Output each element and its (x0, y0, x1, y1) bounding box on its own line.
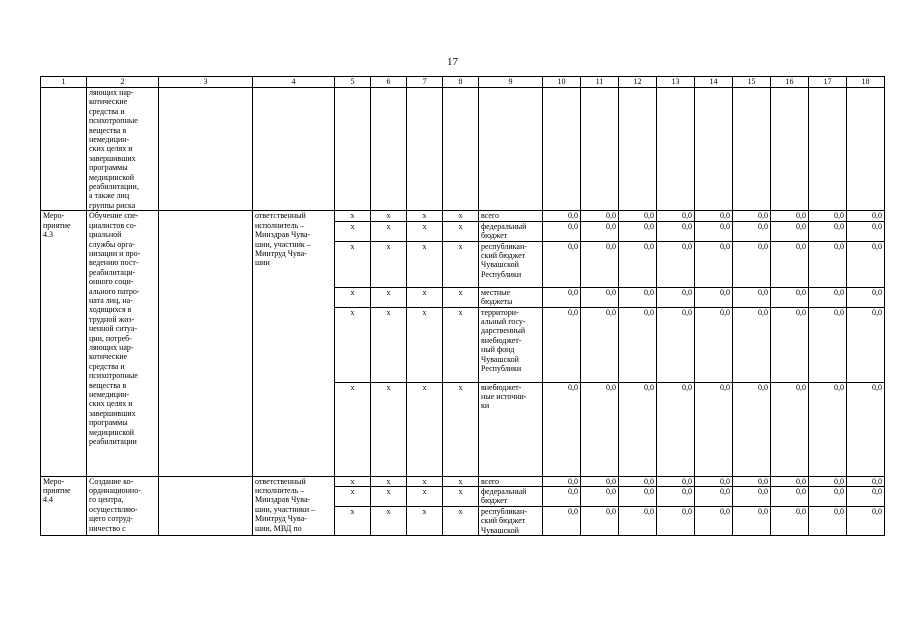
amount-cell: 0,0 (733, 486, 771, 506)
code-cell: x (407, 307, 443, 382)
column-number: 2 (87, 77, 159, 88)
amount-cell: 0,0 (581, 221, 619, 241)
amount-cell: 0,0 (619, 241, 657, 287)
column-number: 1 (41, 77, 87, 88)
amount-cell: 0,0 (771, 382, 809, 476)
code-cell: x (371, 382, 407, 476)
code-cell: x (443, 287, 479, 307)
amount-cell: 0,0 (695, 287, 733, 307)
code-cell: x (407, 476, 443, 486)
amount-cell: 0,0 (657, 287, 695, 307)
code-cell: x (407, 211, 443, 221)
column-number: 17 (809, 77, 847, 88)
funding-source: всего (479, 476, 543, 486)
code-cell: x (335, 476, 371, 486)
code-cell: x (335, 221, 371, 241)
amount-cell: 0,0 (657, 307, 695, 382)
code-cell: x (371, 287, 407, 307)
amount-cell: 0,0 (733, 287, 771, 307)
amount-cell: 0,0 (581, 476, 619, 486)
amount-cell: 0,0 (581, 241, 619, 287)
amount-cell: 0,0 (543, 287, 581, 307)
amount-cell: 0,0 (581, 307, 619, 382)
code-cell: x (335, 211, 371, 221)
amount-cell: 0,0 (581, 486, 619, 506)
empty-cell (159, 211, 253, 476)
measure-name: Создание ко- ординационно- го центра, осуществляю- щего сотруд- ничество с (87, 476, 159, 535)
code-cell: x (335, 241, 371, 287)
amount-cell: 0,0 (847, 506, 885, 535)
amount-cell: 0,0 (657, 506, 695, 535)
amount-cell: 0,0 (657, 241, 695, 287)
funding-source: всего (479, 211, 543, 221)
amount-cell: 0,0 (543, 382, 581, 476)
code-cell: x (407, 382, 443, 476)
amount-cell: 0,0 (733, 307, 771, 382)
column-number: 3 (159, 77, 253, 88)
amount-cell: 0,0 (695, 221, 733, 241)
amount-cell: 0,0 (771, 221, 809, 241)
amount-cell: 0,0 (771, 241, 809, 287)
amount-cell: 0,0 (809, 476, 847, 486)
funding-source: местные бюджеты (479, 287, 543, 307)
amount-cell: 0,0 (695, 307, 733, 382)
amount-cell: 0,0 (809, 506, 847, 535)
funding-source: федеральный бюджет (479, 221, 543, 241)
amount-cell: 0,0 (733, 476, 771, 486)
funding-source: республикан- ский бюджет Чувашской (479, 506, 543, 535)
amount-cell: 0,0 (695, 486, 733, 506)
amount-cell: 0,0 (771, 506, 809, 535)
measure-code: Меро- приятие 4.3 (41, 211, 87, 476)
amount-cell: 0,0 (695, 211, 733, 221)
amount-cell: 0,0 (619, 486, 657, 506)
code-cell: x (371, 221, 407, 241)
amount-cell: 0,0 (847, 221, 885, 241)
amount-cell: 0,0 (809, 382, 847, 476)
code-cell: x (443, 307, 479, 382)
amount-cell: 0,0 (657, 221, 695, 241)
amount-cell: 0,0 (543, 307, 581, 382)
amount-cell: 0,0 (733, 221, 771, 241)
amount-cell: 0,0 (619, 476, 657, 486)
funding-row (41, 476, 885, 486)
column-number: 18 (847, 77, 885, 88)
column-number: 10 (543, 77, 581, 88)
code-cell: x (407, 287, 443, 307)
column-number: 7 (407, 77, 443, 88)
amount-cell: 0,0 (847, 287, 885, 307)
code-cell: x (443, 382, 479, 476)
code-cell: x (371, 506, 407, 535)
code-cell: x (407, 241, 443, 287)
code-cell: x (443, 241, 479, 287)
amount-cell: 0,0 (657, 211, 695, 221)
code-cell: x (335, 506, 371, 535)
funding-source: федеральный бюджет (479, 486, 543, 506)
code-cell: x (335, 382, 371, 476)
column-number: 6 (371, 77, 407, 88)
column-number: 15 (733, 77, 771, 88)
amount-cell: 0,0 (657, 382, 695, 476)
amount-cell: 0,0 (809, 221, 847, 241)
amount-cell: 0,0 (809, 241, 847, 287)
code-cell: x (371, 307, 407, 382)
amount-cell: 0,0 (771, 486, 809, 506)
column-number: 5 (335, 77, 371, 88)
funding-source: республикан- ский бюджет Чувашской Республики (479, 241, 543, 287)
code-cell: x (371, 486, 407, 506)
column-number: 8 (443, 77, 479, 88)
amount-cell: 0,0 (809, 287, 847, 307)
program-table (40, 76, 885, 536)
amount-cell: 0,0 (657, 486, 695, 506)
column-number: 13 (657, 77, 695, 88)
amount-cell: 0,0 (809, 486, 847, 506)
amount-cell: 0,0 (733, 382, 771, 476)
column-number: 4 (253, 77, 335, 88)
amount-cell: 0,0 (733, 241, 771, 287)
amount-cell: 0,0 (695, 476, 733, 486)
amount-cell: 0,0 (619, 211, 657, 221)
measure-code: Меро- приятие 4.4 (41, 476, 87, 535)
amount-cell: 0,0 (771, 211, 809, 221)
amount-cell: 0,0 (847, 241, 885, 287)
amount-cell: 0,0 (771, 307, 809, 382)
funding-source: внебюджет- ные источни- ки (479, 382, 543, 476)
amount-cell: 0,0 (733, 211, 771, 221)
continuation-text: ляющих нар- котические средства и психотропные вещества в немедицин- ских целях и завершивших программы медицинской реабилитации, а также лиц группы риска (87, 88, 159, 211)
amount-cell: 0,0 (847, 476, 885, 486)
code-cell: x (371, 211, 407, 221)
amount-cell: 0,0 (771, 476, 809, 486)
code-cell: x (335, 486, 371, 506)
amount-cell: 0,0 (695, 382, 733, 476)
column-number: 14 (695, 77, 733, 88)
amount-cell: 0,0 (619, 287, 657, 307)
amount-cell: 0,0 (581, 382, 619, 476)
amount-cell: 0,0 (581, 506, 619, 535)
measure-name: Обучение спе- циалистов со- циальной службы орга- низации и про- ведению пост- реабилитаци- онного соци- ального патро- ната лиц, на- ходящихся в трудной жиз- ненной ситуа- ции, потреб- ляющих нар- котические средства и психотропные вещества в немедицин- ских целях и завершивших программы медицинской реабилитации (87, 211, 159, 476)
column-number: 16 (771, 77, 809, 88)
amount-cell: 0,0 (581, 211, 619, 221)
code-cell: x (371, 476, 407, 486)
amount-cell: 0,0 (809, 211, 847, 221)
column-number-row (41, 77, 885, 88)
funding-source: территори- альный госу- дарственный внебюджет- ный фонд Чувашской Республики (479, 307, 543, 382)
measure-executors: ответственный исполнитель – Минздрав Чува- шии, участники – Минтруд Чува- шии, МВД по (253, 476, 335, 535)
column-number: 11 (581, 77, 619, 88)
amount-cell: 0,0 (619, 506, 657, 535)
amount-cell: 0,0 (847, 307, 885, 382)
code-cell: x (335, 287, 371, 307)
code-cell: x (407, 506, 443, 535)
amount-cell: 0,0 (695, 241, 733, 287)
measure-executors: ответственный исполнитель – Минздрав Чува- шии, участник – Минтруд Чува- шии (253, 211, 335, 476)
amount-cell: 0,0 (543, 211, 581, 221)
amount-cell: 0,0 (543, 506, 581, 535)
code-cell: x (443, 506, 479, 535)
code-cell: x (443, 221, 479, 241)
amount-cell: 0,0 (847, 382, 885, 476)
amount-cell: 0,0 (543, 476, 581, 486)
amount-cell: 0,0 (543, 241, 581, 287)
code-cell: x (335, 307, 371, 382)
amount-cell: 0,0 (619, 382, 657, 476)
continuation-row (41, 88, 885, 211)
code-cell: x (443, 476, 479, 486)
amount-cell: 0,0 (771, 287, 809, 307)
amount-cell: 0,0 (733, 506, 771, 535)
amount-cell: 0,0 (581, 287, 619, 307)
amount-cell: 0,0 (847, 211, 885, 221)
amount-cell: 0,0 (543, 486, 581, 506)
empty-cell (159, 476, 253, 535)
column-number: 12 (619, 77, 657, 88)
amount-cell: 0,0 (619, 221, 657, 241)
column-number: 9 (479, 77, 543, 88)
amount-cell: 0,0 (847, 486, 885, 506)
amount-cell: 0,0 (809, 307, 847, 382)
amount-cell: 0,0 (657, 476, 695, 486)
code-cell: x (443, 211, 479, 221)
page-number: 17 (447, 56, 458, 68)
amount-cell: 0,0 (695, 506, 733, 535)
code-cell: x (407, 221, 443, 241)
amount-cell: 0,0 (619, 307, 657, 382)
code-cell: x (407, 486, 443, 506)
code-cell: x (443, 486, 479, 506)
code-cell: x (371, 241, 407, 287)
funding-row (41, 211, 885, 221)
amount-cell: 0,0 (543, 221, 581, 241)
